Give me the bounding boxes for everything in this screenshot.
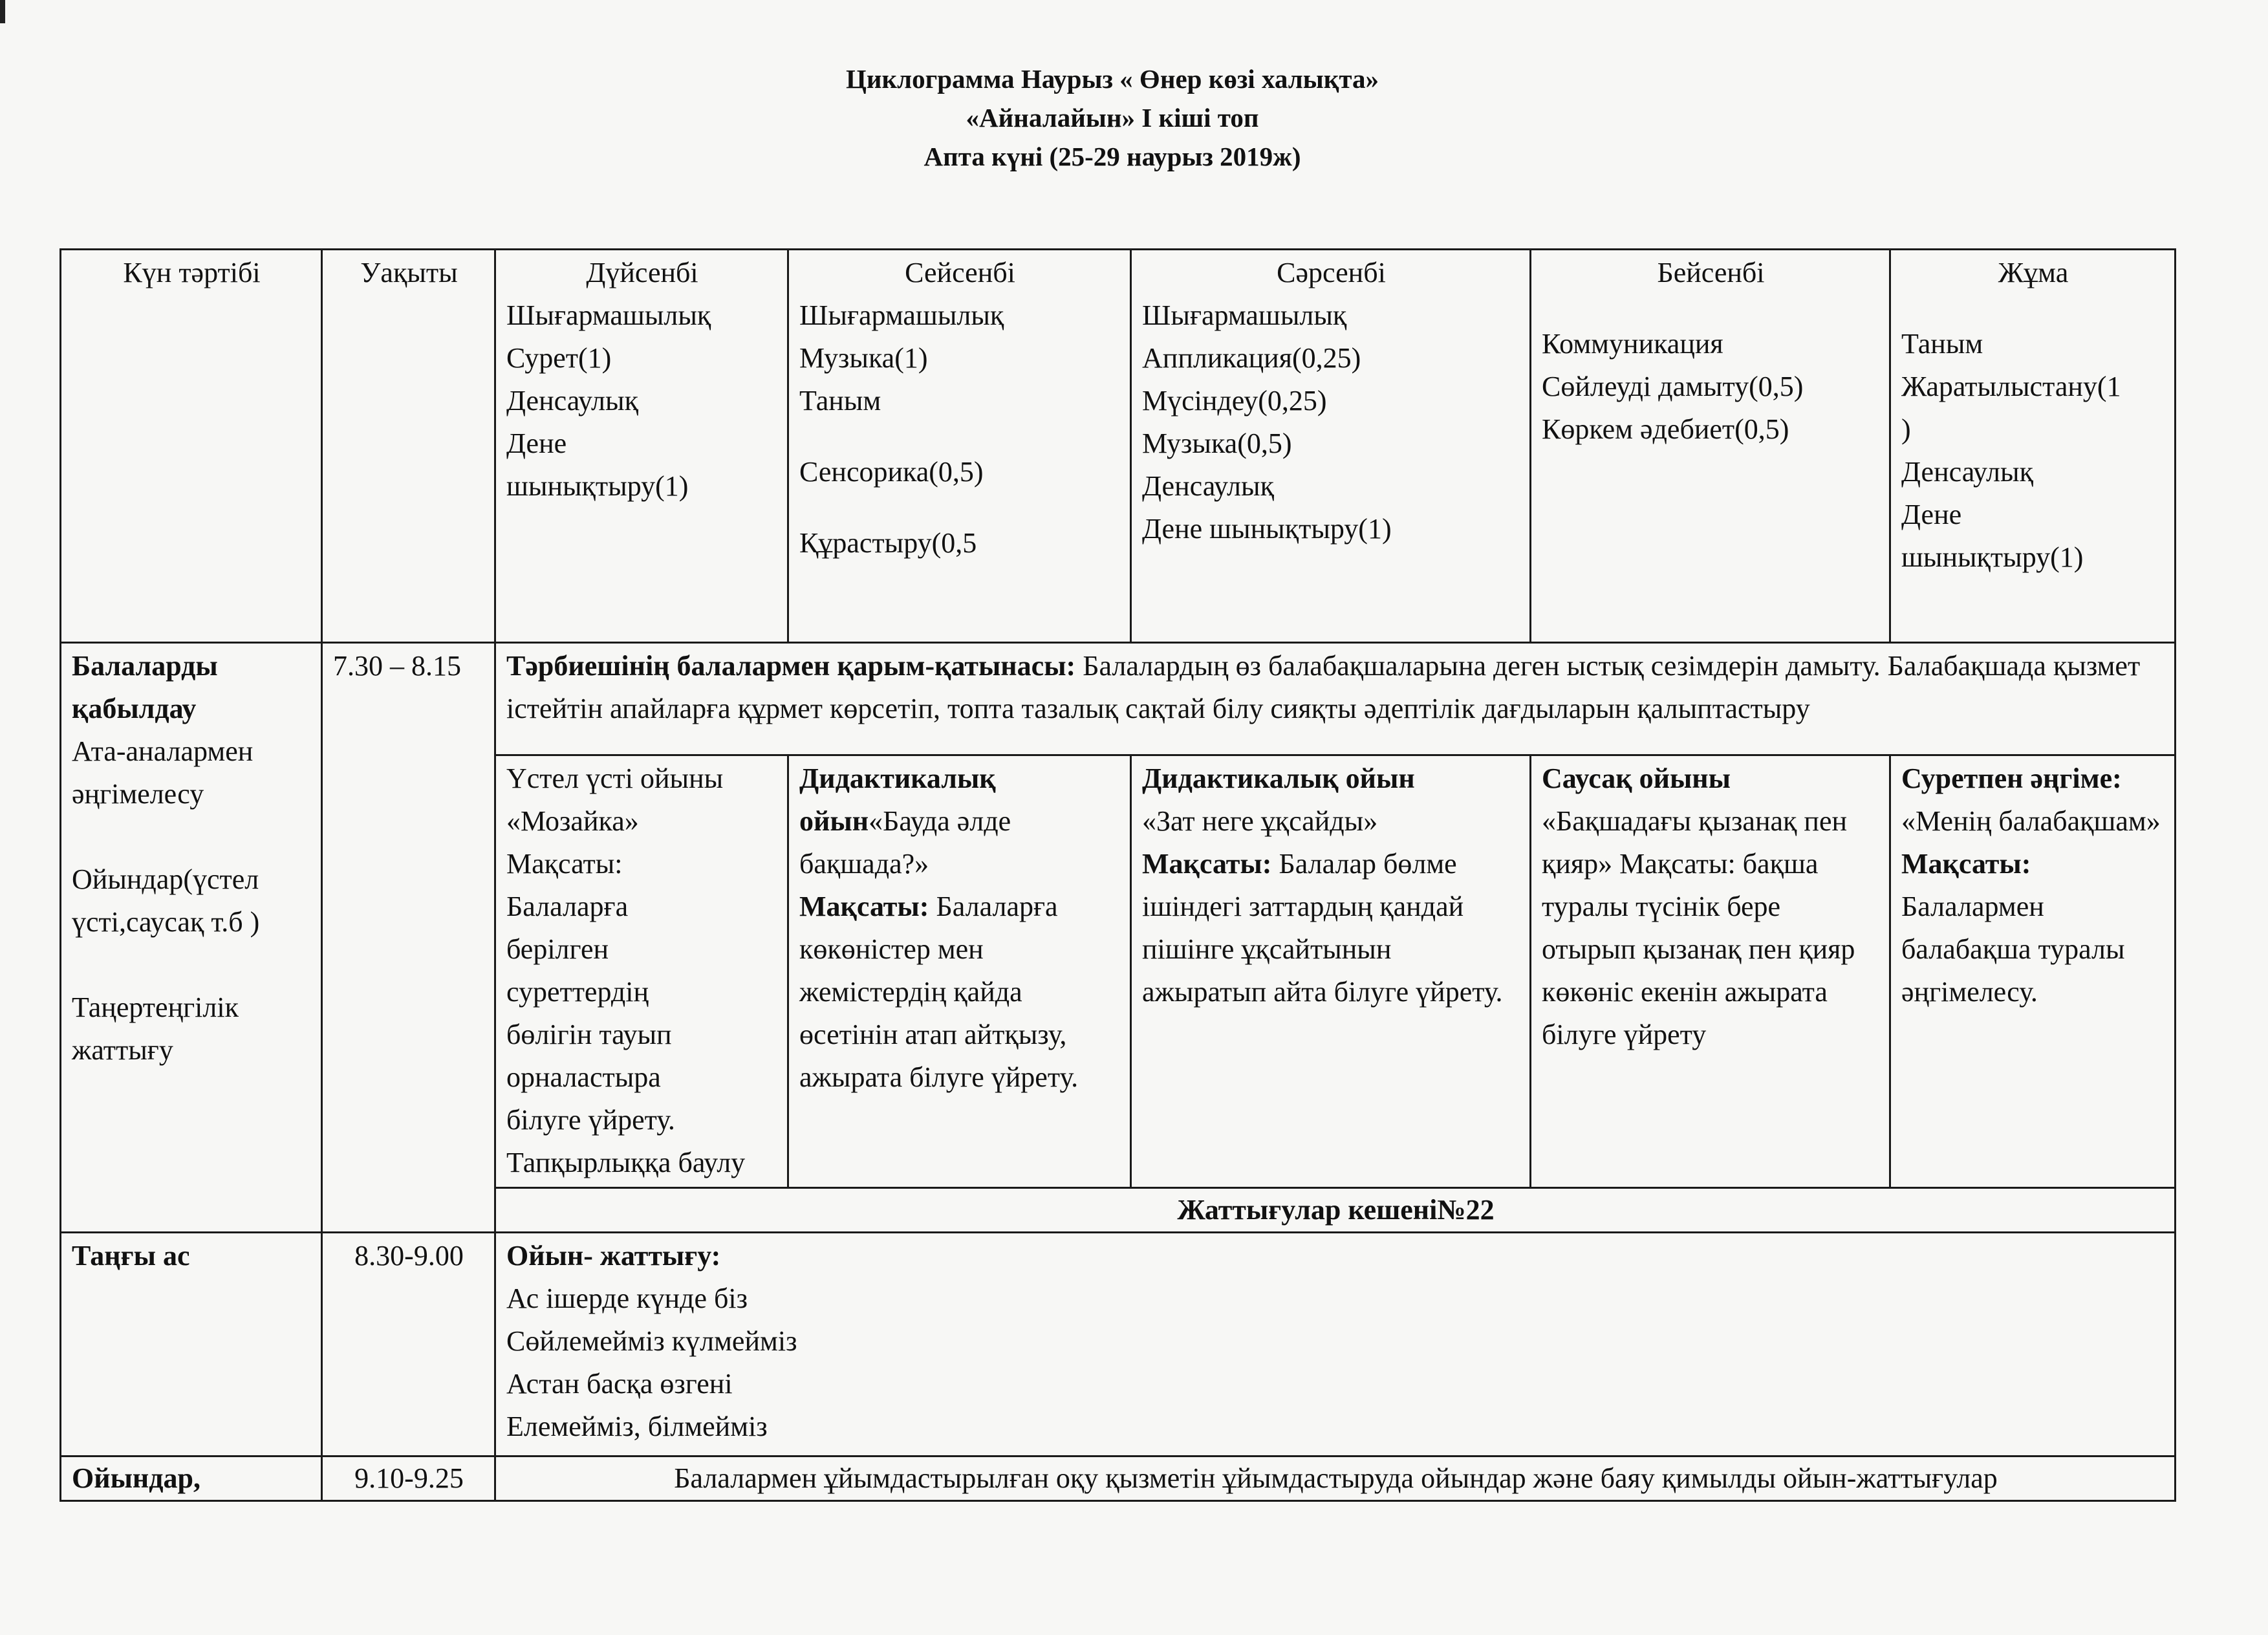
day-name-monday: Дүйсенбі: [586, 257, 698, 288]
organized-games-time: 9.10-9.25: [322, 1456, 495, 1501]
friday-subjects: Таным Жаратылыстану(1 ) Денсаулық Дене шынықтыру(1): [1901, 328, 2121, 573]
breakfast-time: 8.30-9.00: [322, 1233, 495, 1456]
reception-row: [61, 643, 2176, 755]
organized-games-label: Ойындар,: [61, 1456, 322, 1501]
day-name-wednesday: Сәрсенбі: [1277, 257, 1386, 288]
document-header: [0, 60, 2225, 176]
schedule-table: [59, 248, 2176, 1502]
monday-subjects: Шығармашылық Сурет(1) Денсаулық Дене шынықтыру(1): [506, 299, 711, 502]
day-name-friday: Жұма: [1998, 257, 2069, 288]
scan-edge-mark: [0, 0, 5, 23]
col-header-regime: Күн тәртібі: [61, 250, 322, 643]
reception-time: 7.30 – 8.15: [322, 643, 495, 1233]
header-week: Апта күні (25-29 наурыз 2019ж): [923, 142, 1301, 171]
reception-label: Балаларды қабылдау Ата-аналармен әңгімелесу Ойындар(үстел үсті,саусақ т.б ) Таңертеңгілік жаттығу: [61, 643, 322, 1233]
col-header-monday: [495, 250, 788, 643]
game-friday: Суретпен әңгіме: «Менің балабақшам» Мақсаты: Балалармен балабақша туралы әңгімелесу.: [1890, 755, 2176, 1188]
header-title: Циклограмма Наурыз « Өнер көзі халықта»: [845, 64, 1379, 94]
game-monday: Үстел үсті ойыны «Мозайка» Мақсаты: Балаларға берілген суреттердің бөлігін тауып орналастыра білуге үйрету. Тапқырлыққа баулу: [495, 755, 788, 1188]
col-header-thursday: [1531, 250, 1890, 643]
wednesday-subjects: Шығармашылық Аппликация(0,25) Мүсіндеу(0,25) Музыка(0,5) Денсаулық Дене шынықтыру(1): [1142, 299, 1392, 545]
tuesday-subjects: Шығармашылық Музыка(1) Таным Сенсорика(0,5) Құрастыру(0,5: [799, 299, 1004, 559]
col-header-time: Уақыты: [322, 250, 495, 643]
exercise-complex: Жаттығулар кешені№22: [495, 1188, 2176, 1233]
breakfast-row: [61, 1233, 2176, 1456]
game-thursday: Саусақ ойыны «Бақшадағы қызанақ пен қияр» Мақсаты: бақша туралы түсінік бере отырып қызанақ пен қияр көкөніс екенін ажырата білуге үйрету: [1531, 755, 1890, 1188]
day-name-thursday: Бейсенбі: [1657, 257, 1765, 288]
game-tuesday: Дидактикалық ойын«Бауда әлде бақшада?» Мақсаты: Балаларға көкөністер мен жемістердің қайда өсетінін атап айтқызу, ажырата білуге үйрету.: [788, 755, 1131, 1188]
header-group: «Айналайын» І кіші топ: [966, 103, 1259, 133]
col-header-wednesday: [1131, 250, 1531, 643]
thursday-subjects: Коммуникация Сөйлеуді дамыту(0,5) Көркем әдебиет(0,5): [1542, 328, 1804, 445]
col-header-friday: [1890, 250, 2176, 643]
col-header-tuesday: [788, 250, 1131, 643]
breakfast-label: Таңғы ас: [61, 1233, 322, 1456]
organized-games-row: [61, 1456, 2176, 1501]
organized-games-content: Балалармен ұйымдастырылған оқу қызметін ұйымдастыруда ойындар және баяу қимылды ойын-жаттығулар: [495, 1456, 2176, 1501]
game-wednesday: Дидактикалық ойын «Зат неге ұқсайды» Мақсаты: Балалар бөлме ішіндегі заттардың қандай пішінге ұқсайтынын ажыратып айта білуге үйрету.: [1131, 755, 1531, 1188]
day-name-tuesday: Сейсенбі: [905, 257, 1015, 288]
breakfast-content: Ойын- жаттығу: Ас ішерде күнде біз Сөйлемейміз күлмейміз Астан басқа өзгені Елемейміз, білмейміз: [495, 1233, 2176, 1456]
teacher-interaction: Тәрбиешінің балалармен қарым-қатынасы: Балалардың өз балабақшаларына деген ыстық сезімдерін дамыту. Балабақшада қызмет істейтін апайларға құрмет көрсетіп, топта тазалық сақтай білу сияқты әдептілік дағдыларын қалыптастыру: [495, 643, 2176, 755]
table-header-row: [61, 250, 2176, 643]
